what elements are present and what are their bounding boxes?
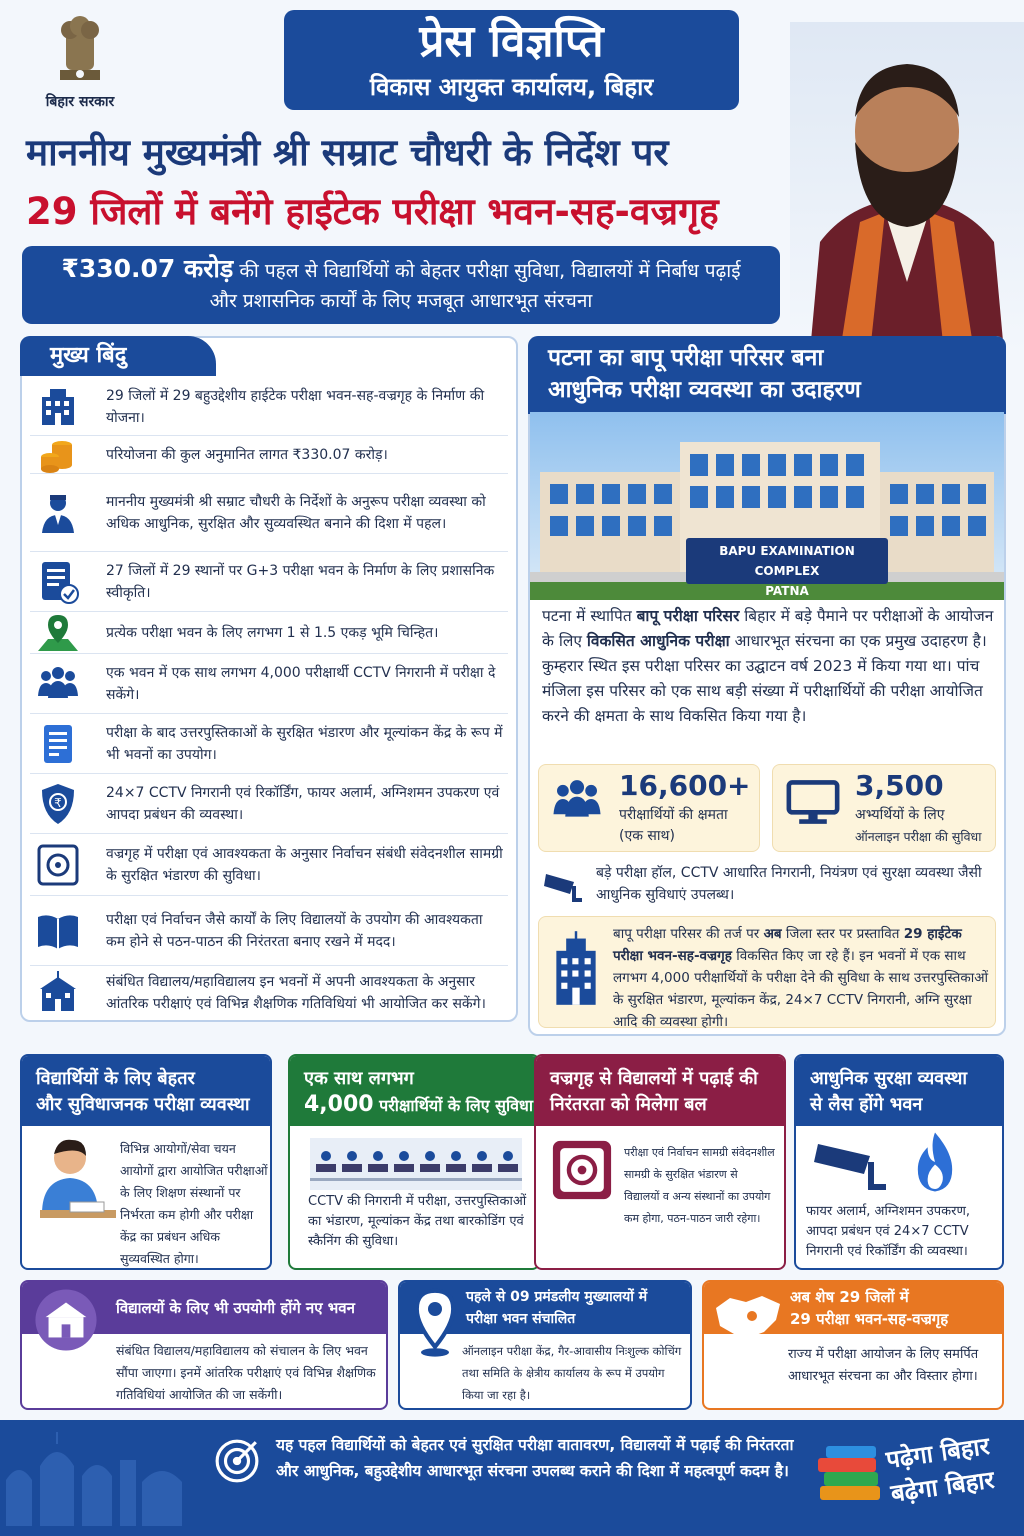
patna-heading: [528, 336, 1006, 414]
box-bold: 29 हाईटेक परीक्षा भवन-सह-वज्रगृह: [613, 926, 962, 964]
key-point-text: एक भवन में एक साथ लगभग 4,000 परीक्षार्थी CCTV निगरानी में परीक्षा दे सकेंगे।: [106, 664, 496, 703]
student-writing-icon: [30, 1134, 118, 1238]
online-exam-stat: [772, 764, 996, 852]
card-title-1: विद्यार्थियों के लिए बेहतर: [36, 1068, 195, 1089]
tall-building-icon: [549, 931, 603, 1005]
footer-banner: [0, 1420, 1024, 1536]
card-body: संबंधित विद्यालय/महाविद्यालय को संचालन के लिए भवन सौंपा जाएगा। इनमें आंतरिक परीक्षाएं एवं विभिन्न शैक्षणिक गतिविधियां आयोजित की जा सकेंगी।: [116, 1343, 376, 1402]
map-pin-icon: [36, 611, 80, 655]
para-bold: विकसित आधुनिक परीक्षा: [586, 632, 730, 650]
capacity-label-1: परीक्षार्थियों की क्षमता: [619, 807, 728, 823]
headline-line-1: माननीय मुख्यमंत्री श्री सम्राट चौधरी के निर्देश पर: [26, 131, 669, 174]
box-bold: अब: [763, 926, 782, 942]
card-better-exam: [20, 1054, 272, 1270]
key-points-heading: मुख्य बिंदु: [20, 336, 216, 376]
card-header: [22, 1056, 270, 1126]
book-icon: [36, 909, 80, 953]
approval-doc-icon: [36, 560, 80, 604]
card-header: विद्यालयों के लिए भी उपयोगी होंगे नए भवन: [22, 1282, 386, 1334]
box-text: जिला स्तर पर प्रस्तावित: [781, 926, 904, 942]
capacity-label-2: (एक साथ): [619, 828, 675, 844]
people-group-icon: [551, 779, 603, 819]
card-security: [794, 1054, 1004, 1270]
budget-line-1: की पहल से विद्यार्थियों को बेहतर परीक्षा सुविधा, विद्यालयों में निर्बाध पढ़ाई: [233, 260, 741, 282]
patna-heading-line-1: पटना का बापू परीक्षा परिसर बना: [548, 345, 824, 371]
answer-sheet-icon: [36, 722, 80, 766]
card-title-2: से लैस होंगे भवन: [810, 1094, 923, 1115]
budget-line-2: और प्रशासनिक कार्यों के लिए मजबूत आधारभूत संरचना: [209, 290, 593, 312]
office-subtitle: विकास आयुक्त कार्यालय, बिहार: [369, 73, 654, 101]
card-4000-students: [288, 1054, 540, 1270]
card-title-1: वज्रगृह से विद्यालयों में पढ़ाई की: [550, 1068, 758, 1089]
school-icon: [36, 971, 80, 1015]
capacity-stat: [538, 764, 760, 852]
key-point-text: 24×7 CCTV निगरानी एवं रिकॉर्डिंग, फायर अलार्म, अग्निशमन उपकरण एवं आपदा प्रबंधन की व्यवस्था।: [106, 784, 500, 823]
key-point-text: प्रत्येक परीक्षा भवन के लिए लगभग 1 से 1.5 एकड़ भूमि चिन्हित।: [106, 624, 439, 641]
card-title-1: अब शेष 29 जिलों में: [790, 1288, 909, 1306]
budget-amount: ₹330.07 करोड़: [61, 254, 234, 283]
press-release-title: प्रेस विज्ञप्ति: [419, 16, 604, 67]
card-header: [536, 1056, 784, 1126]
key-point-text: परीक्षा के बाद उत्तरपुस्तिकाओं के सुरक्षित भंडारण और मूल्यांकन केंद्र के रूप में भी भवनों का उपयोग।: [106, 724, 503, 763]
key-point-item: [30, 474, 508, 552]
complex-signboard: [686, 538, 888, 598]
key-point-item: [30, 552, 508, 612]
budget-banner: [22, 246, 780, 324]
key-point-item: [30, 896, 508, 966]
ashoka-emblem-icon: [30, 12, 130, 90]
box-text: बापू परीक्षा परिसर की तर्ज पर: [613, 926, 764, 942]
para-text: आधारभूत संरचना का एक प्रमुख उदाहरण है। कुम्हरार स्थित इस परीक्षा परिसर का उद्घाटन वर्ष 2023 में किया गया था। पांच मंजिला इस परिसर को एक साथ बड़ी संख्या में परीक्षार्थियों की परीक्षा आयोजित करने की क्षमता के साथ विकसित किया गया है।: [542, 632, 987, 725]
key-point-item: [30, 378, 508, 436]
key-point-item: [30, 774, 508, 834]
card-title-2: और सुविधाजनक परीक्षा व्यवस्था: [36, 1094, 250, 1115]
card-title-2: 29 परीक्षा भवन-सह-वज्रगृह: [790, 1310, 949, 1328]
card-body: फायर अलार्म, अग्निशमन उपकरण, आपदा प्रबंधन एवं 24×7 CCTV निगरानी एवं रिकॉर्डिंग की व्यवस्था।: [806, 1204, 970, 1259]
card-body: परीक्षा एवं निर्वाचन सामग्री संवेदनशील सामग्री के सुरक्षित भंडारण से विद्यालयों व अन्य संस्थानों का उपयोग कम होगा, पठन-पाठन जारी रहेगा।: [624, 1146, 775, 1225]
card-title-2: निरंतरता को मिलेगा बल: [550, 1094, 707, 1115]
state-emblem: [30, 12, 130, 112]
slogan-line-1: पढ़ेगा बिहार: [884, 1431, 992, 1475]
card-vault-continuity: [534, 1054, 786, 1270]
card-body: CCTV की निगरानी में परीक्षा, उत्तरपुस्तिकाओं का भंडारण, मूल्यांकन केंद्र तथा बारकोडिंग एवं स्कैनिंग की सुविधा।: [308, 1194, 527, 1249]
slogan-line-2: बढ़ेगा बिहार: [889, 1465, 996, 1508]
card-body: विभिन्न आयोगों/सेवा चयन आयोगों द्वारा आयोजित परीक्षाओं के लिए शिक्षण संस्थानों पर निर्भरता कम होगी और परीक्षा केंद्र का प्रबंधन अधिक सुव्यवस्थित होगा।: [120, 1141, 268, 1266]
school-icon: [34, 1288, 98, 1352]
slogan: [884, 1425, 1022, 1510]
chief-minister-portrait: [790, 22, 1024, 352]
map-pin-icon: [414, 1288, 456, 1358]
emblem-label: बिहार सरकार: [45, 94, 115, 110]
district-plan-box: [538, 916, 996, 1028]
fire-icon: [908, 1130, 962, 1194]
card-title-2: परीक्षा भवन संचालित: [466, 1311, 576, 1327]
shield-icon: [36, 782, 80, 826]
card-title-2: परीक्षार्थियों के लिए सुविधा: [373, 1096, 534, 1115]
building-icon: [36, 385, 80, 429]
key-point-text: माननीय मुख्यमंत्री श्री सम्राट चौधरी के निर्देशों के अनुरूप परीक्षा व्यवस्था को अधिक आधुनिक, सुरक्षित और सुव्यवस्थित बनाने की दिशा में पहल।: [106, 493, 486, 532]
online-exam-label-2: ऑनलाइन परीक्षा की सुविधा: [855, 829, 982, 844]
officer-icon: [36, 491, 80, 535]
card-header: [290, 1056, 538, 1126]
key-point-item: [30, 834, 508, 896]
card-useful-for-schools: [20, 1280, 388, 1410]
bihar-map-icon: [712, 1290, 784, 1346]
monitor-icon: [785, 779, 841, 825]
vault-icon: [36, 843, 80, 887]
key-point-item: [30, 654, 508, 714]
skyline-illustration: [0, 1430, 190, 1526]
key-point-text: 27 जिलों में 29 स्थानों पर G+3 परीक्षा भवन के निर्माण के लिए प्रशासनिक स्वीकृति।: [106, 562, 495, 601]
vault-icon: [550, 1138, 614, 1202]
key-point-item: [30, 966, 508, 1020]
key-point-item: [30, 612, 508, 654]
card-title-number: 4,000: [304, 1092, 374, 1117]
card-existing-centres: [398, 1280, 692, 1410]
online-exam-label-1: अभ्यर्थियों के लिए: [855, 807, 945, 823]
capacity-number: 16,600+: [619, 769, 751, 802]
card-title-1: पहले से 09 प्रमंडलीय मुख्यालयों में: [466, 1289, 648, 1305]
card-remaining-districts: [702, 1280, 1004, 1410]
books-icon: [816, 1442, 884, 1508]
bapu-complex-photo: [530, 412, 1004, 600]
patna-heading-line-2: आधुनिक परीक्षा व्यवस्था का उदाहरण: [548, 377, 861, 403]
coins-icon: [36, 433, 80, 477]
key-point-text: परीक्षा एवं निर्वाचन जैसे कार्यों के लिए विद्यालयों के उपयोग की आवश्यकता कम होने से पठन-पाठन की निरंतरता बनाए रखने में मदद।: [106, 911, 483, 950]
target-icon: [214, 1438, 260, 1484]
exam-hall-icon: [310, 1138, 522, 1190]
key-point-item: [30, 714, 508, 774]
card-title-1: एक साथ लगभग: [304, 1068, 414, 1089]
key-point-text: संबंधित विद्यालय/महाविद्यालय इन भवनों में अपनी आवश्यकता के अनुसार आंतरिक परीक्षाएं एवं विभिन्न शैक्षणिक गतिविधियां भी आयोजित कर सकेंगे।: [106, 974, 486, 1012]
sign-line-2: PATNA: [765, 584, 809, 598]
facilities-line: बड़े परीक्षा हॉल, CCTV आधारित निगरानी, नियंत्रण एवं सुरक्षा व्यवस्था जैसी आधुनिक सुविधाएं उपलब्ध।: [596, 865, 982, 903]
para-text: बिहार में बड़े पैमाने पर परीक्षाओं के आयोजन के लिए: [542, 607, 994, 650]
cctv-camera-icon: [542, 868, 584, 904]
svg-text:₹: ₹: [54, 795, 62, 810]
key-point-item: [30, 436, 508, 474]
card-body: राज्य में परीक्षा आयोजन के लिए समर्पित आधारभूत संरचना का और विस्तार होगा।: [788, 1347, 979, 1384]
para-text: पटना में स्थापित: [542, 607, 637, 625]
press-release-box: [284, 10, 739, 110]
district-plan-text: [613, 923, 991, 1033]
headline-line-2: 29 जिलों में बनेंगे हाईटेक परीक्षा भवन-सह-वज्रगृह: [26, 190, 719, 233]
para-bold: बापू परीक्षा परिसर: [636, 607, 740, 625]
card-body: ऑनलाइन परीक्षा केंद्र, गैर-आवासीय निःशुल्क कोचिंग तथा समिति के क्षेत्रीय कार्यालय के रूप में उपयोग किया जा रहा है।: [462, 1344, 682, 1402]
key-point-text: वज्रगृह में परीक्षा एवं आवश्यकता के अनुसार निर्वाचन संबंधी संवेदनशील सामग्री के सुरक्षित भंडारण की सुविधा।: [106, 845, 503, 884]
cctv-camera-icon: [814, 1134, 890, 1196]
sign-line-1: BAPU EXAMINATION COMPLEX: [719, 544, 855, 578]
card-title-1: आधुनिक सुरक्षा व्यवस्था: [810, 1068, 967, 1089]
card-header: [796, 1056, 1002, 1126]
online-exam-number: 3,500: [855, 769, 944, 802]
people-group-icon: [36, 662, 80, 706]
box-text: विकसित किए जा रहे हैं। इन भवनों में एक साथ लगभग 4,000 परीक्षार्थियों के परीक्षा देने की सुविधा के साथ उत्तरपुस्तिकाओं के सुरक्षित भंडारण, मूल्यांकन केंद्र, 24×7 CCTV निगरानी, अग्नि सुरक्षा आदि की व्यवस्था होगी।: [613, 948, 989, 1030]
patna-description: [542, 604, 998, 729]
key-point-text: 29 जिलों में 29 बहुउद्देशीय हाईटेक परीक्षा भवन-सह-वज्रगृह के निर्माण की योजना।: [106, 387, 485, 426]
footer-text: यह पहल विद्यार्थियों को बेहतर एवं सुरक्षित परीक्षा वातावरण, विद्यालयों में पढ़ाई की निरंतरता और आधुनिक, बहुउद्देशीय आधारभूत संरचना उपलब्ध कराने की दिशा में महत्वपूर्ण कदम है।: [276, 1436, 794, 1480]
key-point-text: परियोजना की कुल अनुमानित लागत ₹330.07 करोड़।: [106, 446, 388, 463]
